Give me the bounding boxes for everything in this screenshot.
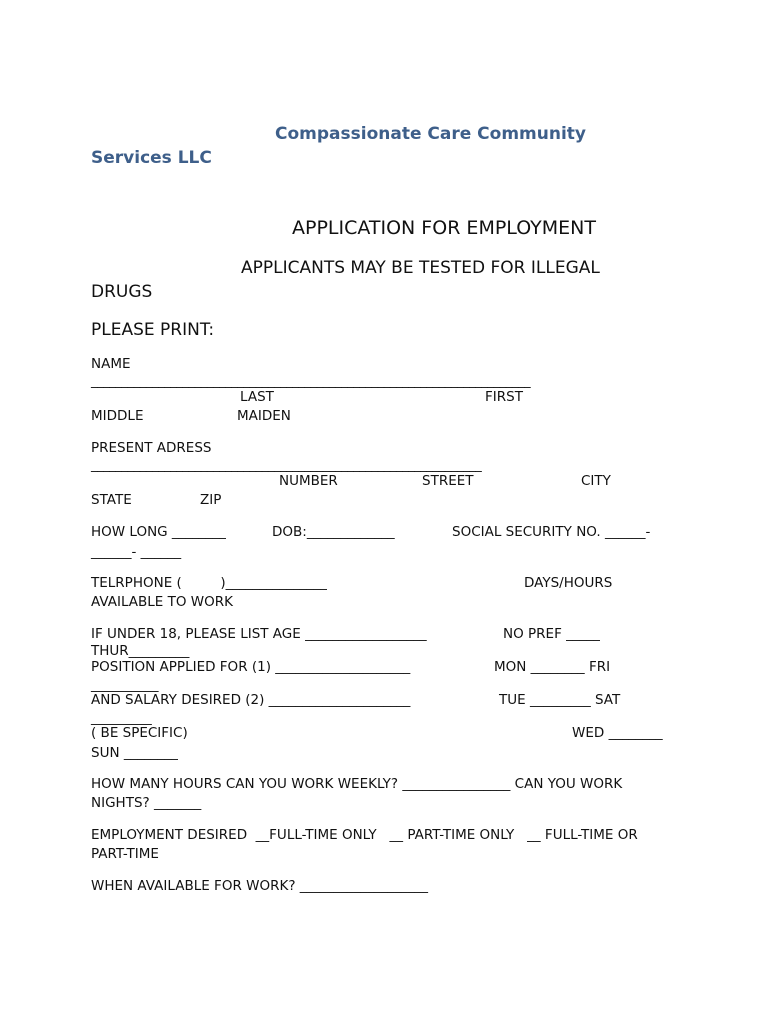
salary-desired-field[interactable]: AND SALARY DESIRED (2) _____________________	[91, 692, 411, 708]
address-zip-caption: ZIP	[200, 492, 222, 508]
please-print-heading: PLEASE PRINT:	[91, 320, 215, 340]
ssn-field[interactable]: SOCIAL SECURITY NO. ______-	[452, 524, 651, 540]
be-specific-note: ( BE SPECIFIC)	[91, 725, 188, 741]
address-label: PRESENT ADRESS	[91, 440, 212, 456]
monday-field[interactable]: MON ________ FRI	[494, 659, 611, 675]
address-state-caption: STATE	[91, 492, 132, 508]
wednesday-field[interactable]: WED ________	[572, 725, 663, 741]
company-name-line1: Compassionate Care Community	[275, 124, 587, 144]
name-label: NAME	[91, 356, 131, 372]
address-number-caption: NUMBER	[279, 473, 338, 489]
friday-field[interactable]: __________	[91, 677, 159, 693]
name-middle-caption: MIDDLE	[91, 408, 144, 424]
employment-desired-options-continued: PART-TIME	[91, 846, 159, 862]
sunday-field[interactable]: SUN ________	[91, 745, 178, 761]
saturday-field[interactable]: _________	[91, 710, 152, 726]
address-entry-line[interactable]: ________________________________________________________________	[91, 458, 482, 473]
when-available-field[interactable]: WHEN AVAILABLE FOR WORK? ___________________	[91, 878, 429, 894]
dob-field[interactable]: DOB:_____________	[272, 524, 395, 540]
how-long-field[interactable]: HOW LONG ________	[91, 524, 226, 540]
drug-notice-line1: APPLICANTS MAY BE TESTED FOR ILLEGAL	[241, 258, 600, 278]
tuesday-field[interactable]: TUE _________ SAT	[499, 692, 621, 708]
available-to-work-heading: AVAILABLE TO WORK	[91, 594, 234, 610]
days-hours-heading: DAYS/HOURS	[524, 575, 613, 591]
position-applied-field[interactable]: POSITION APPLIED FOR (1) ____________________	[91, 659, 411, 675]
address-city-caption: CITY	[581, 473, 611, 489]
name-maiden-caption: MAIDEN	[237, 408, 291, 424]
page-title: APPLICATION FOR EMPLOYMENT	[292, 217, 596, 239]
telephone-field[interactable]: TELRPHONE ( )_______________	[91, 575, 327, 591]
under-18-age-field[interactable]: IF UNDER 18, PLEASE LIST AGE __________________	[91, 626, 427, 642]
drug-notice-line2: DRUGS	[91, 282, 153, 302]
company-name-line2: Services LLC	[91, 148, 212, 168]
hours-weekly-field[interactable]: HOW MANY HOURS CAN YOU WORK WEEKLY? ________________ CAN YOU WORK	[91, 776, 623, 792]
name-last-caption: LAST	[240, 389, 274, 405]
ssn-field-continued[interactable]: ______- ______	[91, 544, 182, 560]
no-pref-field[interactable]: NO PREF _____	[503, 626, 600, 642]
nights-field[interactable]: NIGHTS? _______	[91, 795, 202, 811]
name-entry-line[interactable]: ________________________________________________________________________	[91, 374, 531, 389]
employment-desired-options[interactable]: EMPLOYMENT DESIRED __FULL-TIME ONLY __ PART-TIME ONLY __ FULL-TIME OR	[91, 827, 638, 843]
name-first-caption: FIRST	[485, 389, 523, 405]
address-street-caption: STREET	[422, 473, 474, 489]
thursday-field[interactable]: THUR_________	[91, 643, 190, 659]
